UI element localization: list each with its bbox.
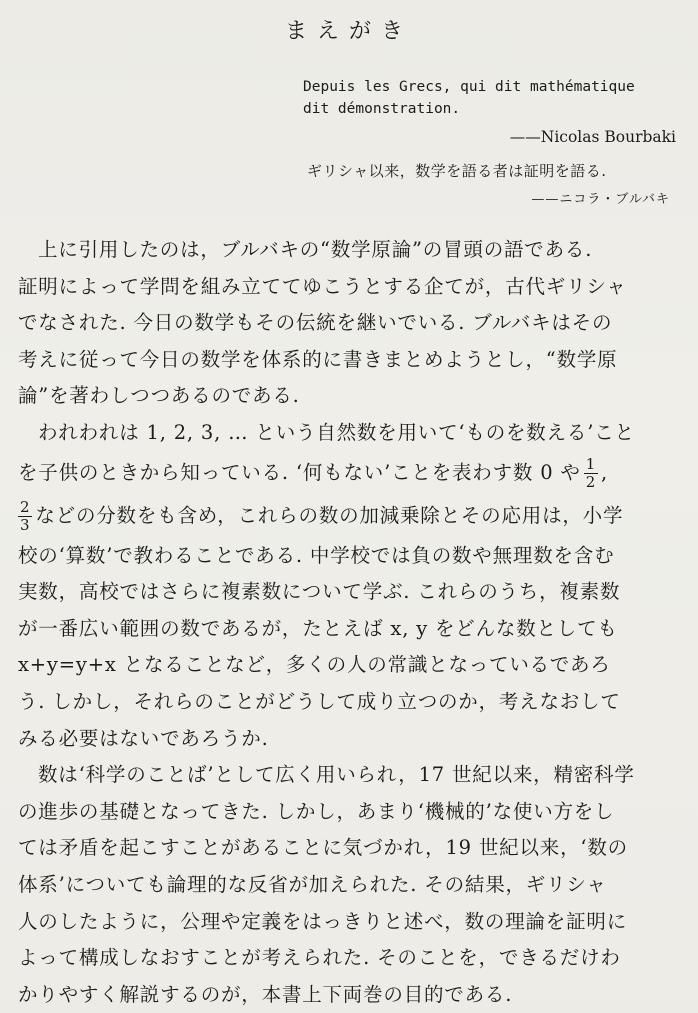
epigraph-french [303, 76, 683, 120]
text-line: 考えに従って今日の数学を体系的に書きまとめようとし，“数学原 [18, 347, 618, 371]
text-segment: などの分数をも含め，これらの数の加減乗除とその応用は，小学 [35, 503, 624, 527]
text-line: でなされた. 今日の数学もその伝統を継いでいる. ブルバキはその [18, 311, 613, 335]
epigraph-french-line: dit démonstration. [303, 101, 461, 117]
text-line: 論”を著わしつつあるのである. [18, 384, 300, 408]
text-line: が一番広い範囲の数であるが，たとえば x, y をどんな数としても [18, 616, 618, 640]
text-line-with-fraction [18, 452, 678, 494]
text-line: かりやすく解説するのが，本書上下両巻の目的である. [18, 982, 513, 1006]
fraction-denominator: 2 [585, 472, 597, 491]
text-line: の進歩の基礎となってきた. しかし，あまり‘機械的’な使い方をし [18, 799, 615, 823]
epigraph-french-attribution: ——Nicolas Bourbaki [509, 128, 676, 146]
epigraph-japanese: ギリシャ以来，数学を語る者は証明を語る. [307, 162, 607, 180]
text-segment: , [601, 460, 609, 484]
text-line: 校の‘算数’で教わることである. 中学校では負の数や無理数を含む [18, 543, 615, 567]
text-segment: を子供のときから知っている. ‘何もない’ことを表わす数 0 や [18, 460, 581, 484]
text-line: x+y=y+x となることなど，多くの人の常識となっているであろ [18, 653, 611, 677]
epigraph-japanese-attribution: ——ニコラ・ブルバキ [531, 192, 670, 207]
text-line: 体系’についても論理的な反省が加えられた. その結果，ギリシャ [18, 872, 607, 896]
text-line: 数は‘科学のことば’として広く用いられ，17 世紀以来，精密科学 [38, 763, 635, 787]
text-line: よって構成しなおすことが考えられた. そのことを，できるだけわ [18, 946, 621, 970]
text-line: われわれは 1, 2, 3, … という自然数を用いて‘ものを数える’こと [38, 420, 635, 444]
text-line: ては矛盾を起こすことがあることに気づかれ，19 世紀以来，‘数の [18, 836, 628, 860]
text-line: 人のしたように，公理や定義をはっきりと述べ，数の理論を証明に [18, 909, 628, 933]
fraction-one-half [584, 456, 598, 491]
text-line: う. しかし，それらのことがどうして成り立つのか，考えなおして [18, 689, 621, 713]
fraction-numerator: 1 [585, 454, 597, 473]
text-line: 実数，高校ではさらに複素数について学ぶ. これらのうち，複素数 [18, 580, 621, 604]
fraction-two-thirds [18, 499, 32, 534]
text-line: 上に引用したのは，ブルバキの“数学原論”の冒頭の語である. [38, 238, 593, 261]
body-text [18, 232, 678, 1013]
page-title: まえがき [284, 19, 413, 44]
text-line-with-fraction [18, 494, 678, 538]
epigraph-french-line: Depuis les Grecs, qui dit mathématique [303, 79, 635, 95]
text-line: みる必要はないであろうか. [18, 726, 269, 750]
fraction-numerator: 2 [20, 497, 31, 516]
text-line: 証明によって学問を組み立ててゆこうとする企てが，古代ギリシャ [18, 274, 627, 298]
fraction-denominator: 3 [20, 515, 31, 534]
